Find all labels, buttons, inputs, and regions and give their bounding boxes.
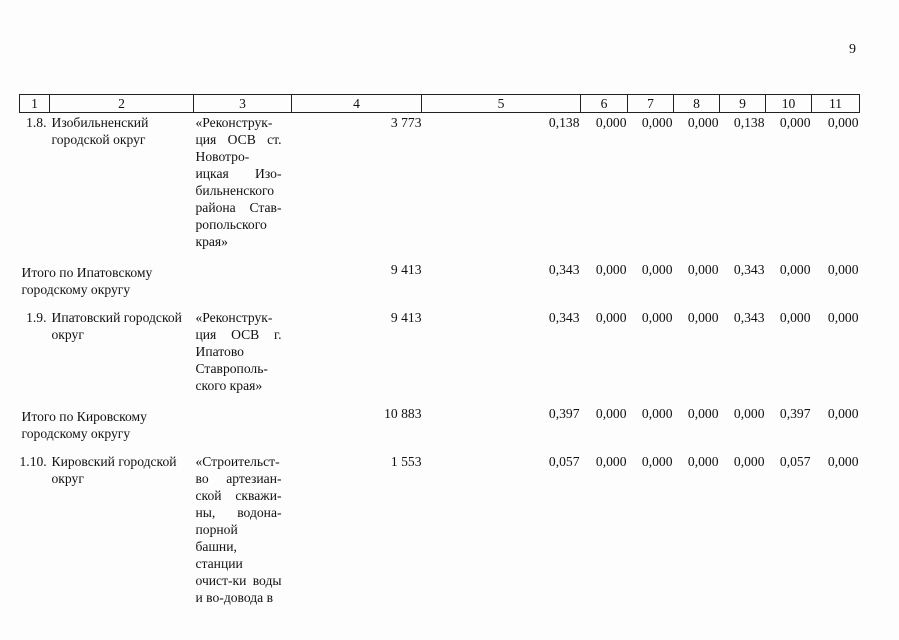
cell-col-6: 0,000	[595, 454, 627, 469]
cell-col-11: 0,000	[827, 262, 859, 277]
cell-col-11: 0,000	[827, 310, 859, 325]
table-row	[20, 452, 860, 606]
cell-col-9: 0,000	[733, 454, 765, 469]
cell-col-4: 1 553	[390, 454, 422, 469]
cell-col-10: 0,057	[779, 454, 811, 469]
cell-col-6: 0,000	[595, 262, 627, 277]
table-row	[20, 113, 860, 251]
cell-col-4: 10 883	[384, 406, 422, 421]
header-col-3: 3	[194, 95, 292, 113]
cell-col-8: 0,000	[687, 262, 719, 277]
cell-col-5: 0,138	[548, 115, 580, 130]
table-row	[20, 260, 860, 298]
cell-col-7: 0,000	[641, 454, 673, 469]
cell-col-5: 0,397	[548, 406, 580, 421]
cell-col-5: 0,343	[548, 262, 580, 277]
table-row	[20, 308, 860, 394]
row-number: 1.10.	[19, 454, 47, 469]
project-description: «Строительст-во артезиан-ской скважи-ны, водона-порной башни, станции очист-ки воды и во-довода в	[195, 454, 282, 605]
table-row	[20, 404, 860, 442]
cell-col-7: 0,000	[641, 406, 673, 421]
header-col-4: 4	[292, 95, 422, 113]
project-description: «Реконструк-ция ОСВ г. Ипатово Ставрополь-ского края»	[195, 310, 282, 393]
cell-col-4: 9 413	[390, 262, 422, 277]
cell-col-9: 0,138	[733, 115, 765, 130]
municipality-name: Кировский городской округ	[51, 454, 177, 486]
row-number: 1.9.	[26, 310, 47, 325]
cell-col-4: 3 773	[390, 115, 422, 130]
cell-col-7: 0,000	[641, 310, 673, 325]
cell-col-6: 0,000	[595, 310, 627, 325]
cell-col-8: 0,000	[687, 454, 719, 469]
cell-col-6: 0,000	[595, 406, 627, 421]
total-label: Итого по Ипатовскому городскому округу	[21, 265, 153, 297]
cell-col-8: 0,000	[687, 115, 719, 130]
cell-col-9: 0,343	[733, 262, 765, 277]
row-number: 1.8.	[26, 115, 47, 130]
cell-col-8: 0,000	[687, 310, 719, 325]
cell-col-9: 0,000	[733, 406, 765, 421]
cell-col-4: 9 413	[390, 310, 422, 325]
municipality-name: Ипатовский городской округ	[51, 310, 182, 342]
cell-col-11: 0,000	[827, 406, 859, 421]
total-label: Итого по Кировскому городскому округу	[21, 409, 147, 441]
cell-col-8: 0,000	[687, 406, 719, 421]
header-col-11: 11	[812, 95, 860, 113]
municipality-name: Изобильненский городской округ	[51, 115, 149, 147]
cell-col-6: 0,000	[595, 115, 627, 130]
page-number: 9	[849, 42, 856, 57]
cell-col-11: 0,000	[827, 115, 859, 130]
cell-col-10: 0,000	[779, 262, 811, 277]
header-col-5: 5	[422, 95, 581, 113]
cell-col-7: 0,000	[641, 115, 673, 130]
header-col-2: 2	[50, 95, 194, 113]
cell-col-5: 0,343	[548, 310, 580, 325]
header-col-8: 8	[674, 95, 720, 113]
header-col-6: 6	[581, 95, 628, 113]
cell-col-10: 0,000	[779, 115, 811, 130]
cell-col-9: 0,343	[733, 310, 765, 325]
cell-col-7: 0,000	[641, 262, 673, 277]
cell-col-10: 0,000	[779, 310, 811, 325]
header-col-7: 7	[628, 95, 674, 113]
header-col-9: 9	[720, 95, 766, 113]
budget-table	[19, 94, 860, 606]
header-col-1: 1	[20, 95, 50, 113]
cell-col-11: 0,000	[827, 454, 859, 469]
project-description: «Реконструк-ция ОСВ ст. Новотро-ицкая Изо-бильненского района Став-ропольского края»	[195, 115, 282, 249]
table-header	[20, 95, 860, 113]
cell-col-10: 0,397	[779, 406, 811, 421]
cell-col-5: 0,057	[548, 454, 580, 469]
header-col-10: 10	[766, 95, 812, 113]
